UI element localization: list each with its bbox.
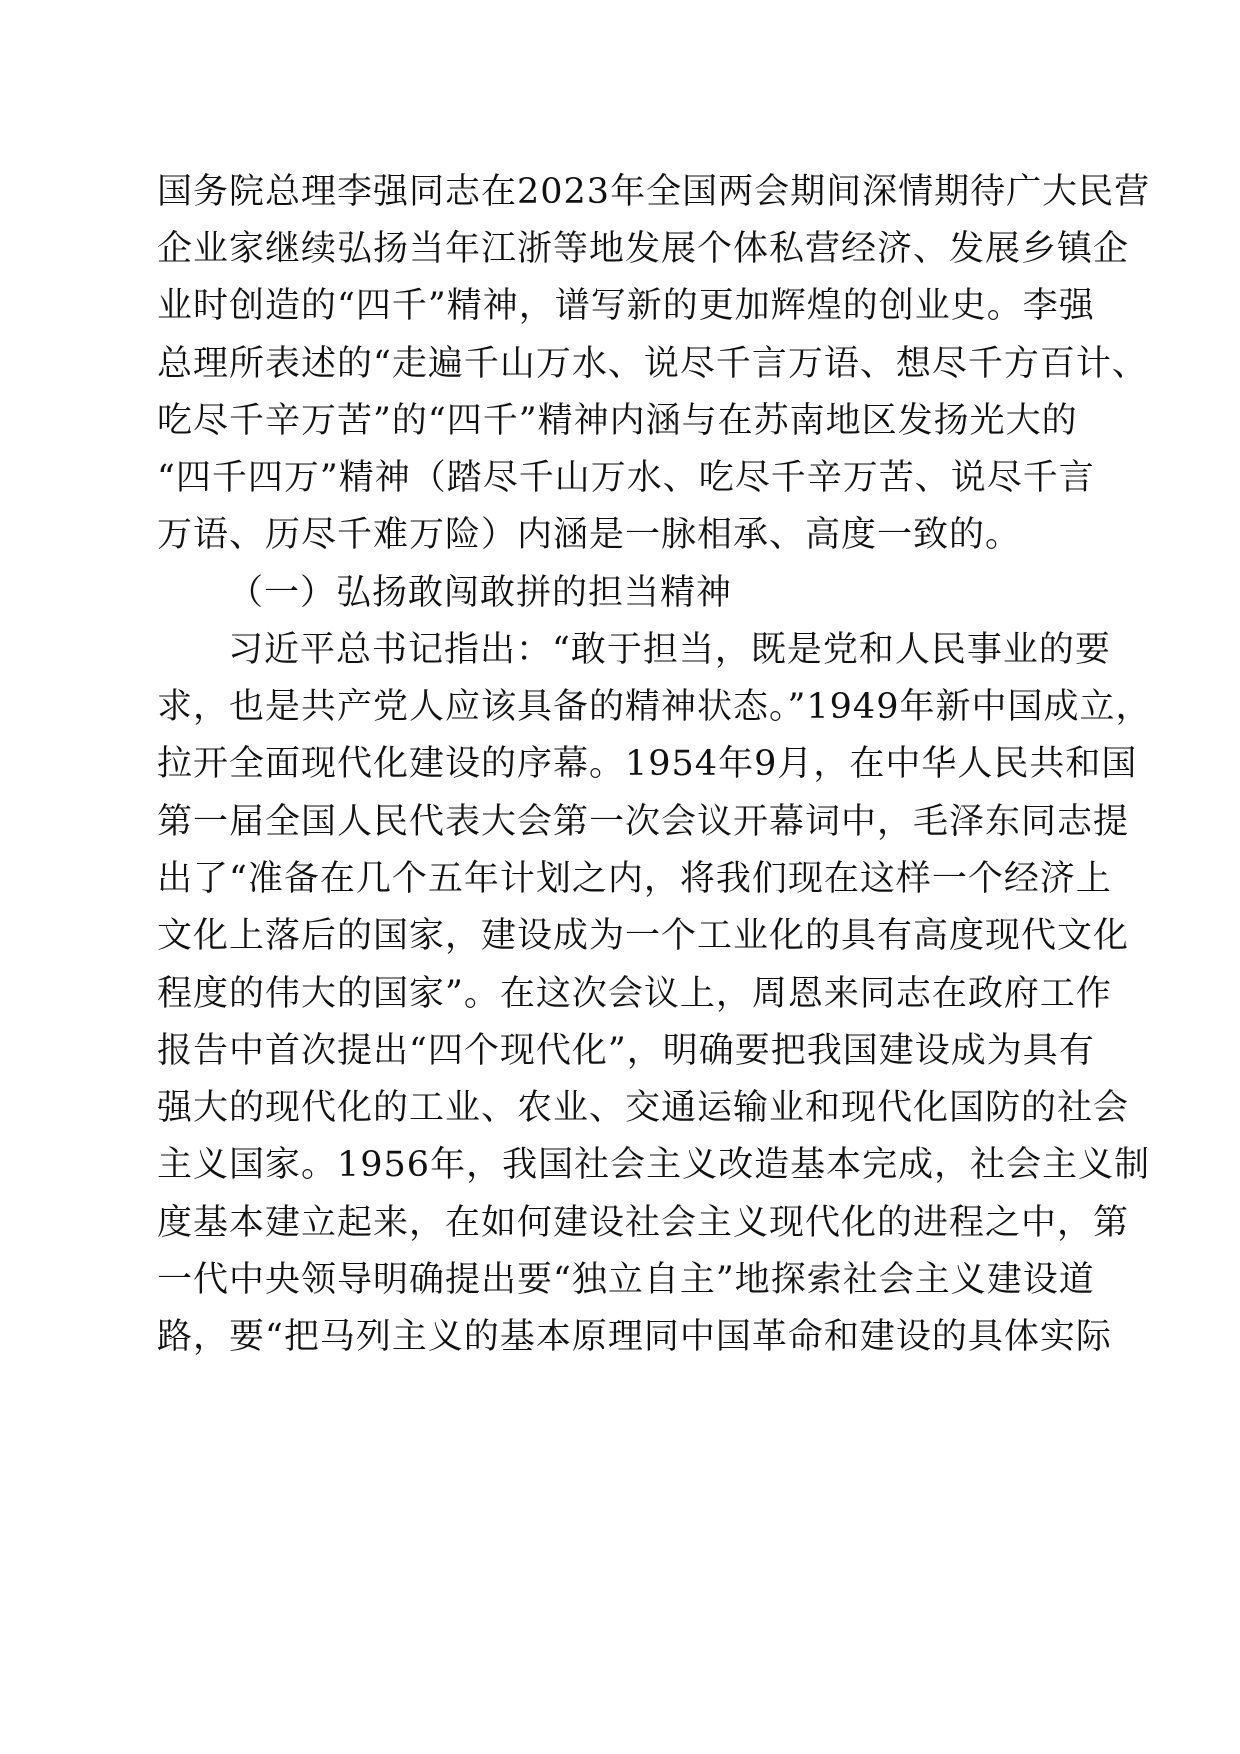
paragraph-1-line: 万语、历尽千难万险）内涵是一脉相承、高度一致的。 [157,515,1022,555]
paragraph-2-line: 强大的现代化的工业、农业、交通运输业和现代化国防的社会 [157,1088,1130,1128]
paragraph-1-line: “四千四万”精神（踏尽千山万水、吃尽千辛万苦、说尽千言 [157,458,1095,498]
paragraph-2-line: 习近平总书记指出：“敢于担当，既是党和人民事业的要 [228,630,1111,670]
paragraph-2-line: 路，要“把马列主义的基本原理同中国革命和建设的具体实际 [157,1317,1112,1357]
paragraph-1-line: 吃尽千辛万苦”的“四千”精神内涵与在苏南地区发扬光大的 [157,401,1078,441]
paragraph-2-line: 拉开全面现代化建设的序幕。1954年9月，在中华人民共和国 [157,744,1138,784]
paragraph-2-line: 程度的伟大的国家”。在这次会议上，周恩来同志在政府工作 [157,974,1112,1014]
paragraph-2-line: 第一届全国人民代表大会第一次会议开幕词中，毛泽东同志提 [157,802,1130,842]
paragraph-1-line: 总理所表述的“走遍千山万水、说尽千言万语、想尽千方百计、 [157,344,1148,384]
paragraph-2-line: 度基本建立起来，在如何建设社会主义现代化的进程之中，第 [157,1203,1130,1243]
paragraph-2-line: 求，也是共产党人应该具备的精神状态。”1949年新中国成立， [157,687,1152,727]
paragraph-1-line: 业时创造的“四千”精神，谱写新的更加辉煌的创业史。李强 [157,286,1095,326]
paragraph-2-line: 文化上落后的国家，建设成为一个工业化的具有高度现代文化 [157,916,1130,956]
paragraph-2-line: 主义国家。1956年，我国社会主义改造基本完成，社会主义制 [157,1145,1151,1185]
paragraph-2-line: 报告中首次提出“四个现代化”，明确要把我国建设成为具有 [157,1031,1095,1071]
paragraph-2-line: 一代中央领导明确提出要“独立自主”地探索社会主义建设道 [157,1260,1095,1300]
paragraph-1-line: 国务院总理李强同志在2023年全国两会期间深情期待广大民营 [157,172,1151,212]
paragraph-1-line: 企业家继续弘扬当年江浙等地发展个体私营经济、发展乡镇企 [157,229,1130,269]
paragraph-2-line: 出了“准备在几个五年计划之内，将我们现在这样一个经济上 [157,859,1112,899]
section-heading: （一）弘扬敢闯敢拼的担当精神 [228,573,733,613]
